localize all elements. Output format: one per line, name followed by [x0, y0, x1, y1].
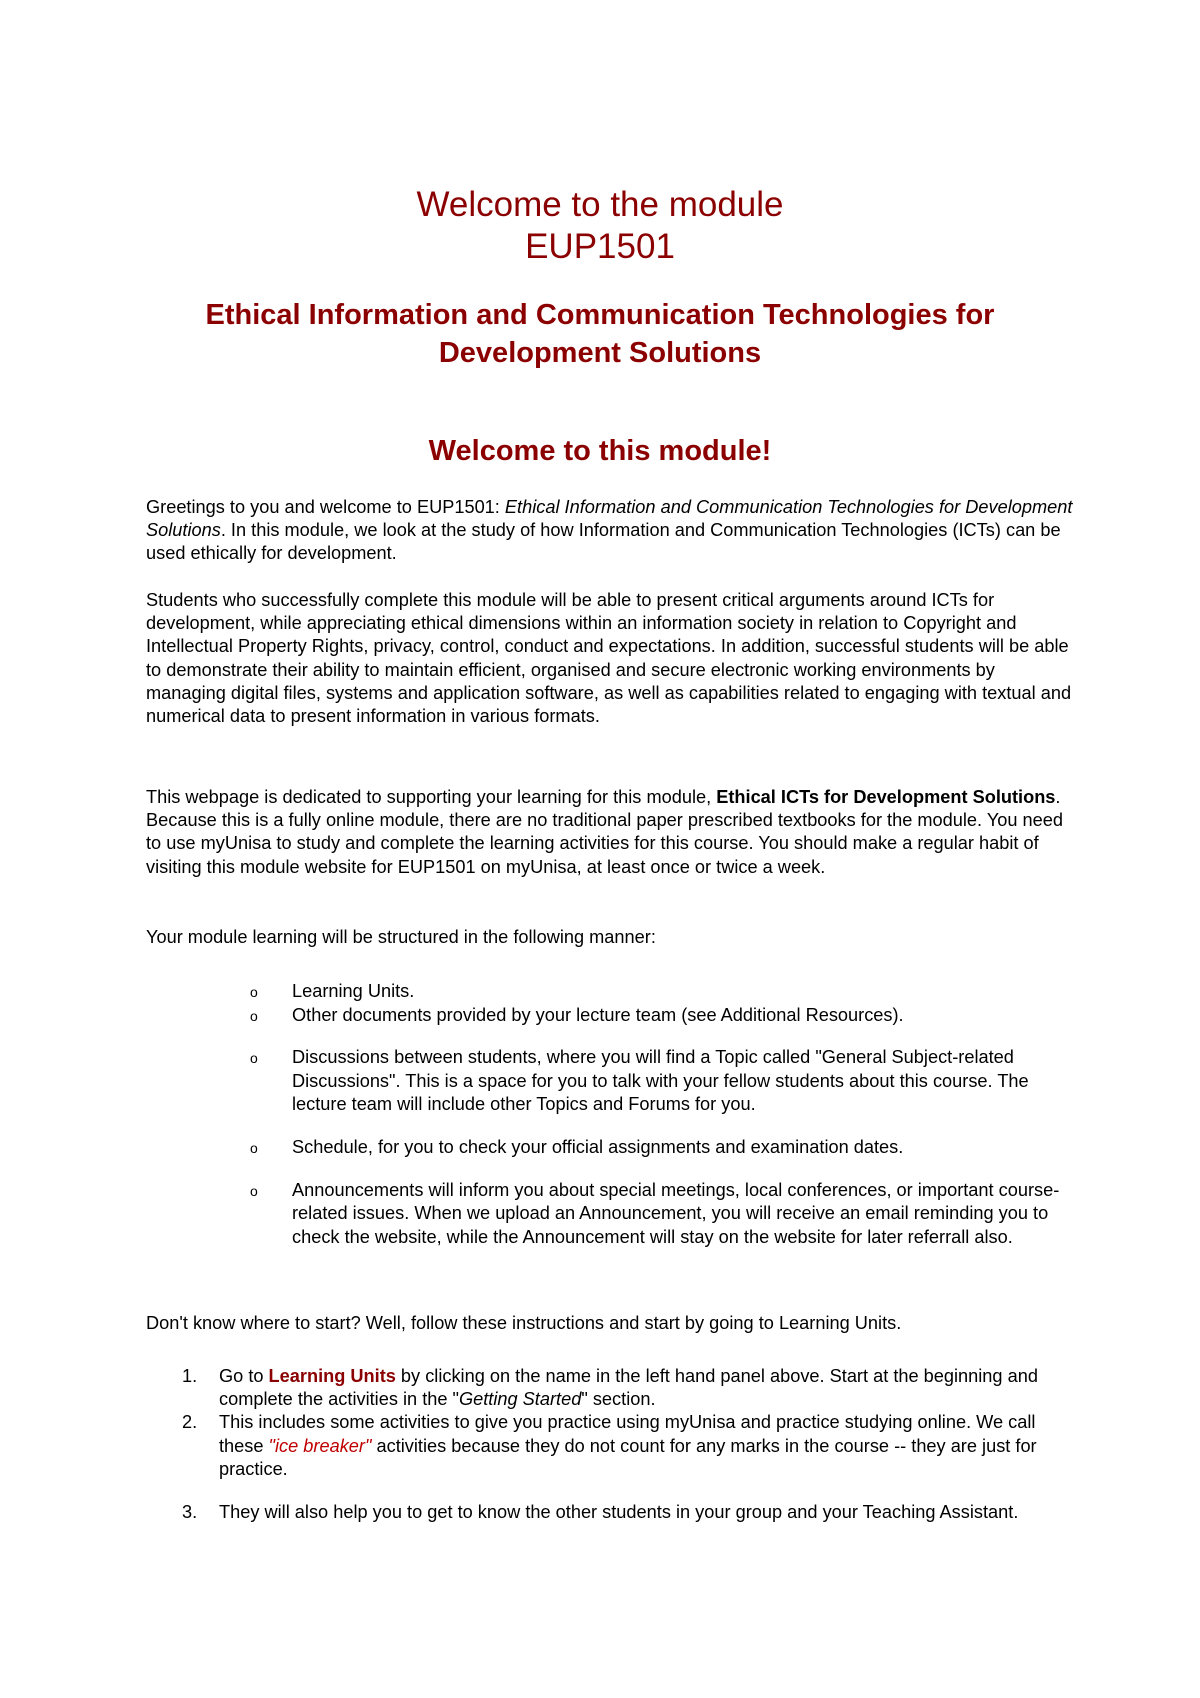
bullet-marker: o — [250, 1140, 258, 1157]
step-item — [182, 1411, 1082, 1481]
bullet-marker: o — [250, 1050, 258, 1067]
list-item-text: Schedule, for you to check your official assignments and examination dates. — [292, 1137, 904, 1158]
intro-paragraph-2 — [146, 589, 1076, 728]
bullet-marker: o — [250, 1183, 258, 1200]
getting-started-section-name: Getting Started — [458, 1389, 582, 1410]
list-item-text: Learning Units. — [292, 981, 415, 1001]
intro-paragraph-4 — [146, 926, 1076, 949]
list-item-text: Discussions between students, where you will find a Topic called "General Subject-related Discussions". This is a space for you to talk with your fellow students about this course. The lecture team will include other Topics and Forums for you. — [292, 1047, 1029, 1114]
list-item-text: Other documents provided by your lecture team (see Additional Resources). — [292, 1005, 904, 1026]
intro-p3-end: . Because this is a fully online module, there are no traditional paper prescribed textbooks for the module. You need to use myUnisa to study and complete the learning activities for this course. You should make a regular habit of visiting this module website for EUP1501 on myUnisa, at least once or twice a week. — [146, 787, 1064, 877]
intro-p1-end: . In this module, we look at the study of how Information and Communication Technologies (ICTs) can be used ethically for development. — [146, 520, 1061, 564]
title-line-2-module-code: EUP1501 — [525, 227, 675, 266]
title-line-1: Welcome to the module — [416, 185, 784, 224]
getting-started-steps — [182, 1365, 1082, 1524]
step-1-text-end: " section. — [581, 1389, 656, 1410]
step-item — [182, 1501, 1082, 1524]
intro-p4-text: Your module learning will be structured in the following manner: — [146, 927, 656, 947]
page-title — [0, 184, 1200, 268]
intro-paragraph-1 — [146, 496, 1076, 566]
step-1-text-start: Go to — [219, 1366, 269, 1386]
welcome-heading: Welcome to this module! — [428, 435, 772, 467]
intro-p1-start: Greetings to you and welcome to EUP1501: — [146, 497, 505, 517]
step-2-text-start: This includes some activities to give you practice using myUnisa and practice studying online. We call these — [219, 1412, 1036, 1456]
ice-breaker-term: "ice breaker" — [268, 1435, 372, 1456]
list-item — [250, 1004, 1080, 1027]
bullet-marker: o — [250, 1008, 258, 1025]
intro-p3-module-short-name: Ethical ICTs for Development Solutions — [716, 787, 1056, 807]
intro-p2-text: Students who successfully complete this module will be able to present critical arguments around ICTs for development, while appreciating ethical dimensions within an information society in relation to Copyright and Intellectual Property Rights, privacy, control, conduct and expectations. In addition, successful students will be able to demonstrate their ability to maintain efficient, organised and secure electronic working environments by managing digital files, systems and application software, as well as capabilities related to engaging with textual and numerical data to present information in various formats. — [146, 590, 1072, 727]
step-number: 3. — [182, 1502, 198, 1523]
intro-p3-start: This webpage is dedicated to supporting your learning for this module, — [146, 787, 717, 807]
learning-units-link[interactable]: Learning Units — [268, 1366, 396, 1386]
subtitle-line-2: Development Solutions — [438, 337, 762, 369]
intro-paragraph-3 — [146, 786, 1076, 879]
list-item — [250, 1179, 1080, 1249]
step-3-text: They will also help you to get to know the other students in your group and your Teaching Assistant. — [219, 1502, 1019, 1523]
start-instructions-text: Don't know where to start? Well, follow these instructions and start by going to Learning Units. — [146, 1313, 902, 1333]
list-item — [250, 1136, 1080, 1159]
bullet-marker: o — [250, 984, 258, 1000]
list-item-text: Announcements will inform you about special meetings, local conferences, or important course-related issues. When we upload an Announcement, you will receive an email reminding you to check the website, while the Announcement will stay on the website for later referrall also. — [292, 1180, 1060, 1247]
list-item — [250, 980, 1080, 1003]
intro-p1-module-name: Ethical Information and Communication Technologies for Development Solutions — [146, 497, 1073, 541]
start-instructions — [146, 1312, 1076, 1335]
step-1-text-middle: by clicking on the name in the left hand panel above. Start at the beginning and complete the activities in the " — [219, 1366, 1038, 1410]
list-item — [250, 1046, 1080, 1116]
step-2-text-end: activities because they do not count for any marks in the course -- they are just for practice. — [219, 1435, 1037, 1479]
step-item — [182, 1365, 1082, 1411]
module-subtitle — [100, 296, 1100, 372]
step-number: 1. — [182, 1366, 198, 1386]
step-number: 2. — [182, 1412, 198, 1433]
subtitle-line-1: Ethical Information and Communication Technologies for — [205, 299, 995, 331]
learning-structure-list — [250, 980, 1080, 1249]
